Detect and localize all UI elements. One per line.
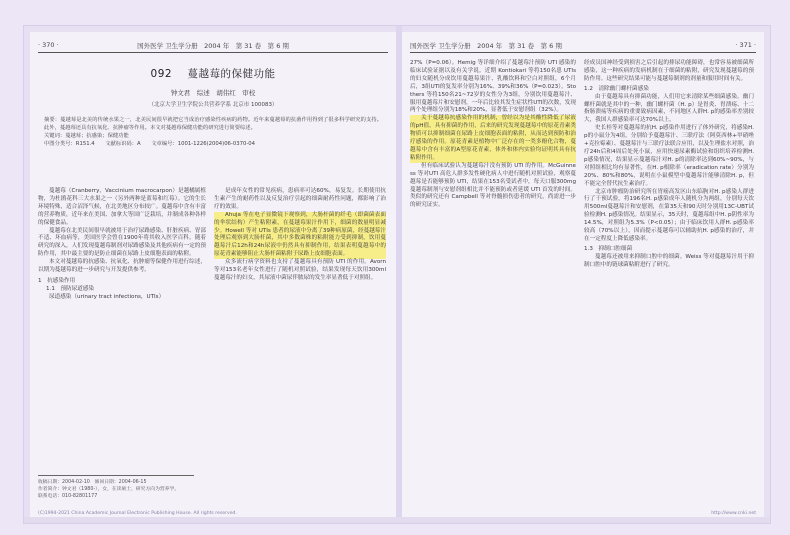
- footnote-line: 联系电话：010-82801177: [38, 494, 98, 499]
- subsection-heading: 1.2 清除幽门螺杆菌感染: [584, 85, 649, 92]
- bottom-strip: [24, 517, 770, 523]
- left-page-number: · 370 ·: [38, 41, 59, 49]
- page-spread: [24, 26, 770, 523]
- paragraph: 尿道感染（urinary tract infections，UTIs）: [49, 293, 165, 300]
- highlighted-paragraph: Ahuja 等在电子显微镜下观察到，大肠杆菌的纤毛（即菌菌表面的伞状结构）产生粘附素，在蔓越莓果汁作用下，细菌的数量明显减少。Howell 等对 UTIs 患者的尿液中分离了39种病原菌，经蔓越莓汁处理后观察到大肠杆菌，其中多数菌株的粘附能力受到抑制，饮用蔓越莓汁后12h和24h尿液中仍然具有抑制作用，结果表明蔓越莓中的原花青素能够阻止大肠杆菌粘附于尿路上皮细胞表面。: [214, 211, 386, 258]
- article-number: 092: [150, 68, 173, 80]
- source-stamp: http://www.cnki.net: [711, 511, 756, 516]
- right-page-number: · 371 ·: [735, 41, 756, 49]
- classification-line: 中图分类号：R151.4 文献标识码：A 文章编号：1001-1226(2004)06-0370-04: [44, 141, 255, 148]
- left-column-1: [38, 188, 206, 302]
- footnote: [38, 475, 194, 500]
- paragraph: 经成员国神经受到损害之后引起的排尿功能障碍，也常容易被细菌所感染，这一种疾病的发病机制在于细菌的粘附，研究发现蔓越莓的预防作用。这些研究结果可能与蔓越莓制剂的剂量和服用时间有关。: [584, 60, 754, 82]
- abstract-text: 摘要：蔓越莓是北美的传统水果之一，北美民间很早就把它当成治疗感染性疾病的药物。近年来蔓越莓的抗菌作用得到了很多科学研究的支持。此外，蔓越莓还具有抗氧化、抗肿瘤等作用。本文对蔓越莓保健功能的研究进行简要综述。: [44, 117, 382, 132]
- paragraph: 众多流行病学资料也支持了蔓越莓具有预防 UTI 的作用。Avorn 等对153名老年女性进行了随机对照试验，结果发现每天饮用300ml蔓越莓汁的妇女，其尿液中菌尿伴脓尿的发生率显著低于对照组。: [214, 259, 386, 281]
- paragraph: 北京市肿瘤防治研究所在胃癌高发区山东临朐对H. p感染人群进行了干预试验，将196名H. p感染成年人随机分为两组，分别每天饮用500ml蔓越莓汁和安慰剂，在第35天和90天时分别用13C-UBT试验检测H. p感染情况。结果显示，35天时，蔓越莓组中H. p阴性率为14.5%，对照组为5.3%（P<0.05）；由于临床饮用人群H. p感染率较高（70%以上），因而提示蔓越莓可以辅助抗H. p感染的治疗，并在一定程度上降低感染率。: [584, 188, 754, 242]
- highlighted-paragraph: 关于蔓越莓抗感染作用的机制，曾经以为是其酸性降低了尿液的pH值，具有抑菌的作用，后来的研究发现蔓越莓中的原花青素类物质可以抑制细菌在尿路上皮细胞表面的粘附，从而达到预防和治疗感染的作用。原花青素是植物中广泛存在的一类多酚化合物，蔓越莓中含有丰富的A型原花青素，体外和体内实验均证明其具有抗粘附作用。: [410, 115, 576, 161]
- paragraph: 是成年女性的常见疾病，患病率可达60%，易复发。长期使用抗生素产生的耐药性以及反复治疗引起的细菌耐药性问题，都影响了治疗的效果。: [214, 188, 386, 210]
- right-journal-header: 国外医学 卫生学分册 2004 年 第 31 卷 第 6 期: [410, 42, 562, 50]
- subsection-heading: 1.1 预防尿道感染: [46, 285, 95, 292]
- paragraph: 本文对蔓越莓的抗感染、抗氧化、抗肿瘤等保健作用进行综述，以期为蔓越莓的进一步研究与开发提供参考。: [38, 259, 206, 274]
- right-page: [402, 32, 764, 517]
- keywords-line: 关键词：蔓越莓；抗感染；保健功能: [44, 133, 129, 140]
- right-column-2: [584, 60, 754, 270]
- left-running-head: [38, 38, 388, 53]
- subsection-heading: 1.3 抑制口腔细菌: [584, 245, 633, 252]
- paragraph: 蔓越莓还被用来抑制口腔中的细菌。Weiss 等对蔓越莓汁用于抑制口腔中的链球菌粘附进行了研究。: [584, 253, 754, 268]
- left-page: [30, 32, 396, 517]
- footnote-line: 收稿日期：2004-02-10 修回日期：2004-06-15: [38, 480, 147, 485]
- article-title-text: 蔓越莓的保健功能: [187, 68, 276, 80]
- footnote-line: 作者简介：钟文君（1980-），女，在读硕士，研究方向为营养学。: [38, 487, 180, 492]
- right-column-1: [410, 60, 576, 210]
- paragraph: 由于蔓越莓具有抑菌功能，人们用它来清除某些细菌感染。幽门螺杆菌就是其中的一种，幽门螺杆菌（H. p）是胃炎、胃溃疡、十二指肠溃疡等疾病的重要致病因素，不同地区人群H. p的感染率差别较大，我国人群感染率可达70%以上。: [584, 93, 754, 124]
- copyright-stamp: (C)1994-2021 China Academic Journal Electronic Publishing House. All rights reserved.: [38, 511, 237, 516]
- left-journal-header: 国外医学 卫生学分册 2004 年 第 31 卷 第 6 期: [137, 42, 289, 50]
- paragraph: 27%（P=0.06）。Hemig 等详细介绍了蔓越莓汁预防 UTI 感染的临床试验证据以及有关学说。近期 Kontiokari 等将150名患 UTIs 的妇女随机分成饮用蔓越莓果汁、乳酸饮料和空白对照组，6个月后，3组UTI的复发率分别为16%、39%和36%（P=0.023）。Stothers 等将150名21~72岁的女性分为3组，分别饮用蔓越莓汁、服用蔓越莓片和安慰剂，一年后比较其发生症状性UTI的次数，发现两个处理组分别为18%和20%，显著低于安慰剂组（32%）。: [410, 60, 576, 114]
- paragraph: 蔓越莓（Cranberry，Vaccinium macrocarpon）是越橘属植物，为杜鹃花科三大水果之一（另外两种是蓝莓和红莓）。它的生长环境特殊，适合沼泽气候，在北美地区分布较广。蔓越莓中含有丰富的营养物质，近年来在美国、加拿大等国广泛栽培，并制成各种各样的保健食品。: [38, 188, 206, 226]
- abstract-block: [44, 116, 382, 148]
- left-column-2: [214, 188, 386, 283]
- right-running-head: [410, 38, 756, 53]
- paragraph: 但有临床试验认为蔓越莓汁没有预防 UTI 的作用。McGuinness 等对UTI 高危人群多发性硬化病人中进行随机对照试验，观察蔓越莓是否能够预防 UTI，结果在153名受试者中，每天口服300mg蔓越莓制剂与安慰剂组相比并不能预防或者延缓 UTI 首发的时间。类似的研究还有 Campbell 等对脊髓损伤患者的研究，尚需进一步的研究证实。: [410, 162, 576, 209]
- paragraph: 史长桂等对蔓越莓的抗H. p感染作用进行了体外研究，将感染H. p的小鼠分为4组，分别给予蔓越莓汁、三联疗法（阿莫西林+甲硝唑+克拉霉素）、蔓越莓汁与三联疗法联合应用，以及生理盐水对照，治疗24h后和4周后处死小鼠，应用快速尿素酶试验和组织培养检测H. p感染情况，结果显示蔓越莓汁对H. p的清除率达到60%~90%，与对照组相比均有显著性，在H. p根除率（eradication rate）分别为20%、80%和80%，说明在小鼠模型中蔓越莓汁能够清除H. p，但不能完全替代抗生素治疗。: [584, 125, 754, 187]
- paragraph: 蔓越莓在北美民间很早就被用于治疗尿路感染、肝脏疾病、胃部不适、坏血病等，美国医学会曾在1900年将其收入医学百科。随着研究的深入，人们发现蔓越莓制剂对尿路感染及其他疾病有一定的预防作用，其中最主要的是防止细菌在尿路上皮细胞表面的粘附。: [38, 227, 206, 258]
- article-authors: 钟文君 综述 胡伟红 审校: [170, 89, 256, 97]
- section-heading: 1 抗感染作用: [38, 277, 76, 284]
- article-title: [30, 66, 396, 81]
- article-affiliation: （北京大学卫生学院公共营养学系 北京市 100083）: [148, 102, 278, 108]
